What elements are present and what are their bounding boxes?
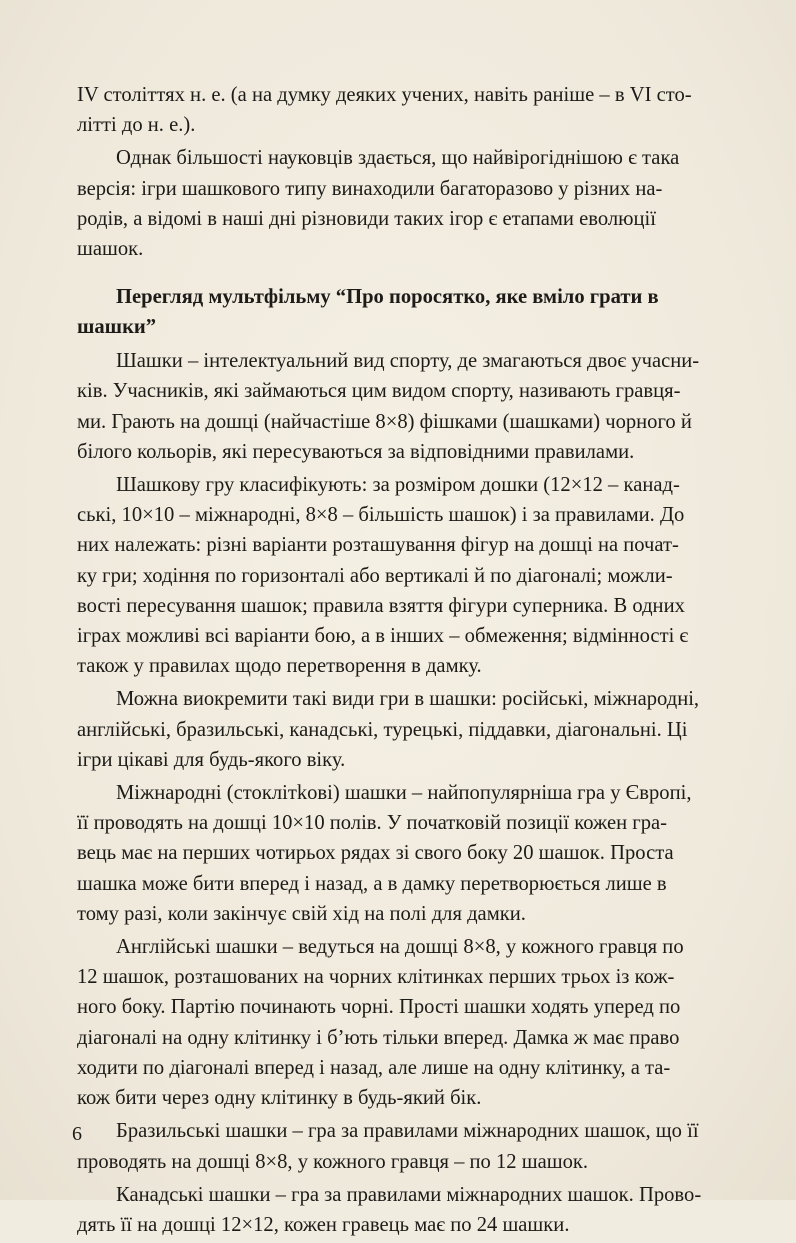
text-line: версія: ігри шашкового типу винаходили багаторазово у різних на- — [77, 177, 663, 200]
heading-line: Перегляд мультфільму “Про поросятко, яке вміло грати в — [116, 286, 659, 309]
text-line: Можна виокремити такі види гри в шашки: російські, міжнародні, — [116, 688, 700, 711]
paragraph — [77, 684, 785, 775]
paragraph — [77, 1180, 785, 1240]
paragraph — [77, 143, 785, 264]
text-line: білого кольорів, які пересуваються за відповідними правилами. — [77, 440, 635, 463]
text-line: дять її на дошці 12×12, кожен гравець має по 24 шашки. — [77, 1213, 570, 1236]
text-line: кож бити через одну клітинку в будь-який бік. — [77, 1087, 482, 1110]
text-line: ські, 10×10 – міжнародні, 8×8 – більшість шашок) і за правилами. До — [77, 504, 685, 527]
paragraph — [77, 778, 785, 929]
text-line: також у правилах щодо перетворення в дамку. — [77, 655, 482, 678]
text-line: родів, а відомі в наші дні різновиди таких ігор є етапами еволюції — [77, 207, 656, 230]
text-line: діагоналі на одну клітинку і б’ють тільки вперед. Дамка ж має право — [77, 1026, 680, 1049]
section-heading — [77, 282, 785, 342]
text-line: вець має на перших чотирьох рядах зі свого боку 20 шашок. Проста — [77, 842, 674, 865]
page-text — [77, 80, 785, 1243]
text-line: Однак більшості науковців здається, що найвірогіднішою є така — [116, 147, 680, 170]
text-line: проводять на дошці 8×8, у кожного гравця – по 12 шашок. — [77, 1150, 589, 1173]
text-line: шашок. — [77, 238, 144, 261]
text-line: IV століттях н. е. (а на думку деяких учених, навіть раніше – в VI сто- — [77, 84, 692, 106]
text-line: ків. Учасників, які займаються цим видом спорту, називають гравця- — [77, 380, 681, 403]
text-line: тому разі, коли закінчує свій хід на полі для дамки. — [77, 902, 526, 925]
paragraph — [77, 932, 785, 1113]
text-line: ігри цікаві для будь-якого віку. — [77, 748, 346, 771]
paragraph — [77, 1116, 785, 1176]
paragraph-continued — [77, 80, 785, 140]
text-line: 12 шашок, розташованих на чорних клітинках перших трьох із кож- — [77, 966, 675, 989]
text-line: вості пересування шашок; правила взяття фігури суперника. В одних — [77, 594, 685, 617]
text-line: Шашкову гру класифікують: за розміром дошки (12×12 – канад- — [116, 474, 680, 497]
text-line: її проводять на дошці 10×10 полів. У початковій позиції кожен гра- — [77, 812, 668, 835]
text-line: Канадські шашки – гра за правилами міжнародних шашок. Прово- — [116, 1183, 702, 1206]
text-line: ку гри; ходіння по горизонталі або вертикалі й по діагоналі; можли- — [77, 564, 673, 587]
heading-line: шашки” — [77, 316, 157, 339]
text-line: Бразильські шашки – гра за правилами міжнародних шашок, що її — [116, 1120, 699, 1143]
text-line: ми. Грають на дошці (найчастіше 8×8) фішками (шашками) чорного й — [77, 410, 692, 433]
page-number: 6 — [72, 1123, 82, 1145]
paragraph — [77, 346, 785, 467]
text-line: літті до н. е.). — [77, 114, 196, 137]
text-line: них належать: різні варіанти розташування фігур на дошці на почат- — [77, 534, 679, 557]
paragraph — [77, 470, 785, 681]
text-line: ного боку. Партію починають чорні. Прості шашки ходять уперед по — [77, 996, 681, 1019]
text-line: ходити по діагоналі вперед і назад, але лише на одну клітинку, а та- — [77, 1056, 671, 1079]
text-line: іграх можливі всі варіанти бою, а в інших – обмеження; відмінності є — [77, 625, 689, 648]
text-line: шашка може бити вперед і назад, а в дамку перетворюється лише в — [77, 872, 667, 895]
text-line: англійські, бразильські, канадські, турецькі, піддавки, діагональні. Ці — [77, 718, 688, 741]
text-line: Англійські шашки – ведуться на дошці 8×8, у кожного гравця по — [116, 936, 684, 959]
text-line: Шашки – інтелектуальний вид спорту, де змагаються двоє учасни- — [116, 350, 700, 373]
text-line: Міжнародні (стоклітkові) шашки – найпопулярніша гра у Європі, — [116, 782, 692, 805]
